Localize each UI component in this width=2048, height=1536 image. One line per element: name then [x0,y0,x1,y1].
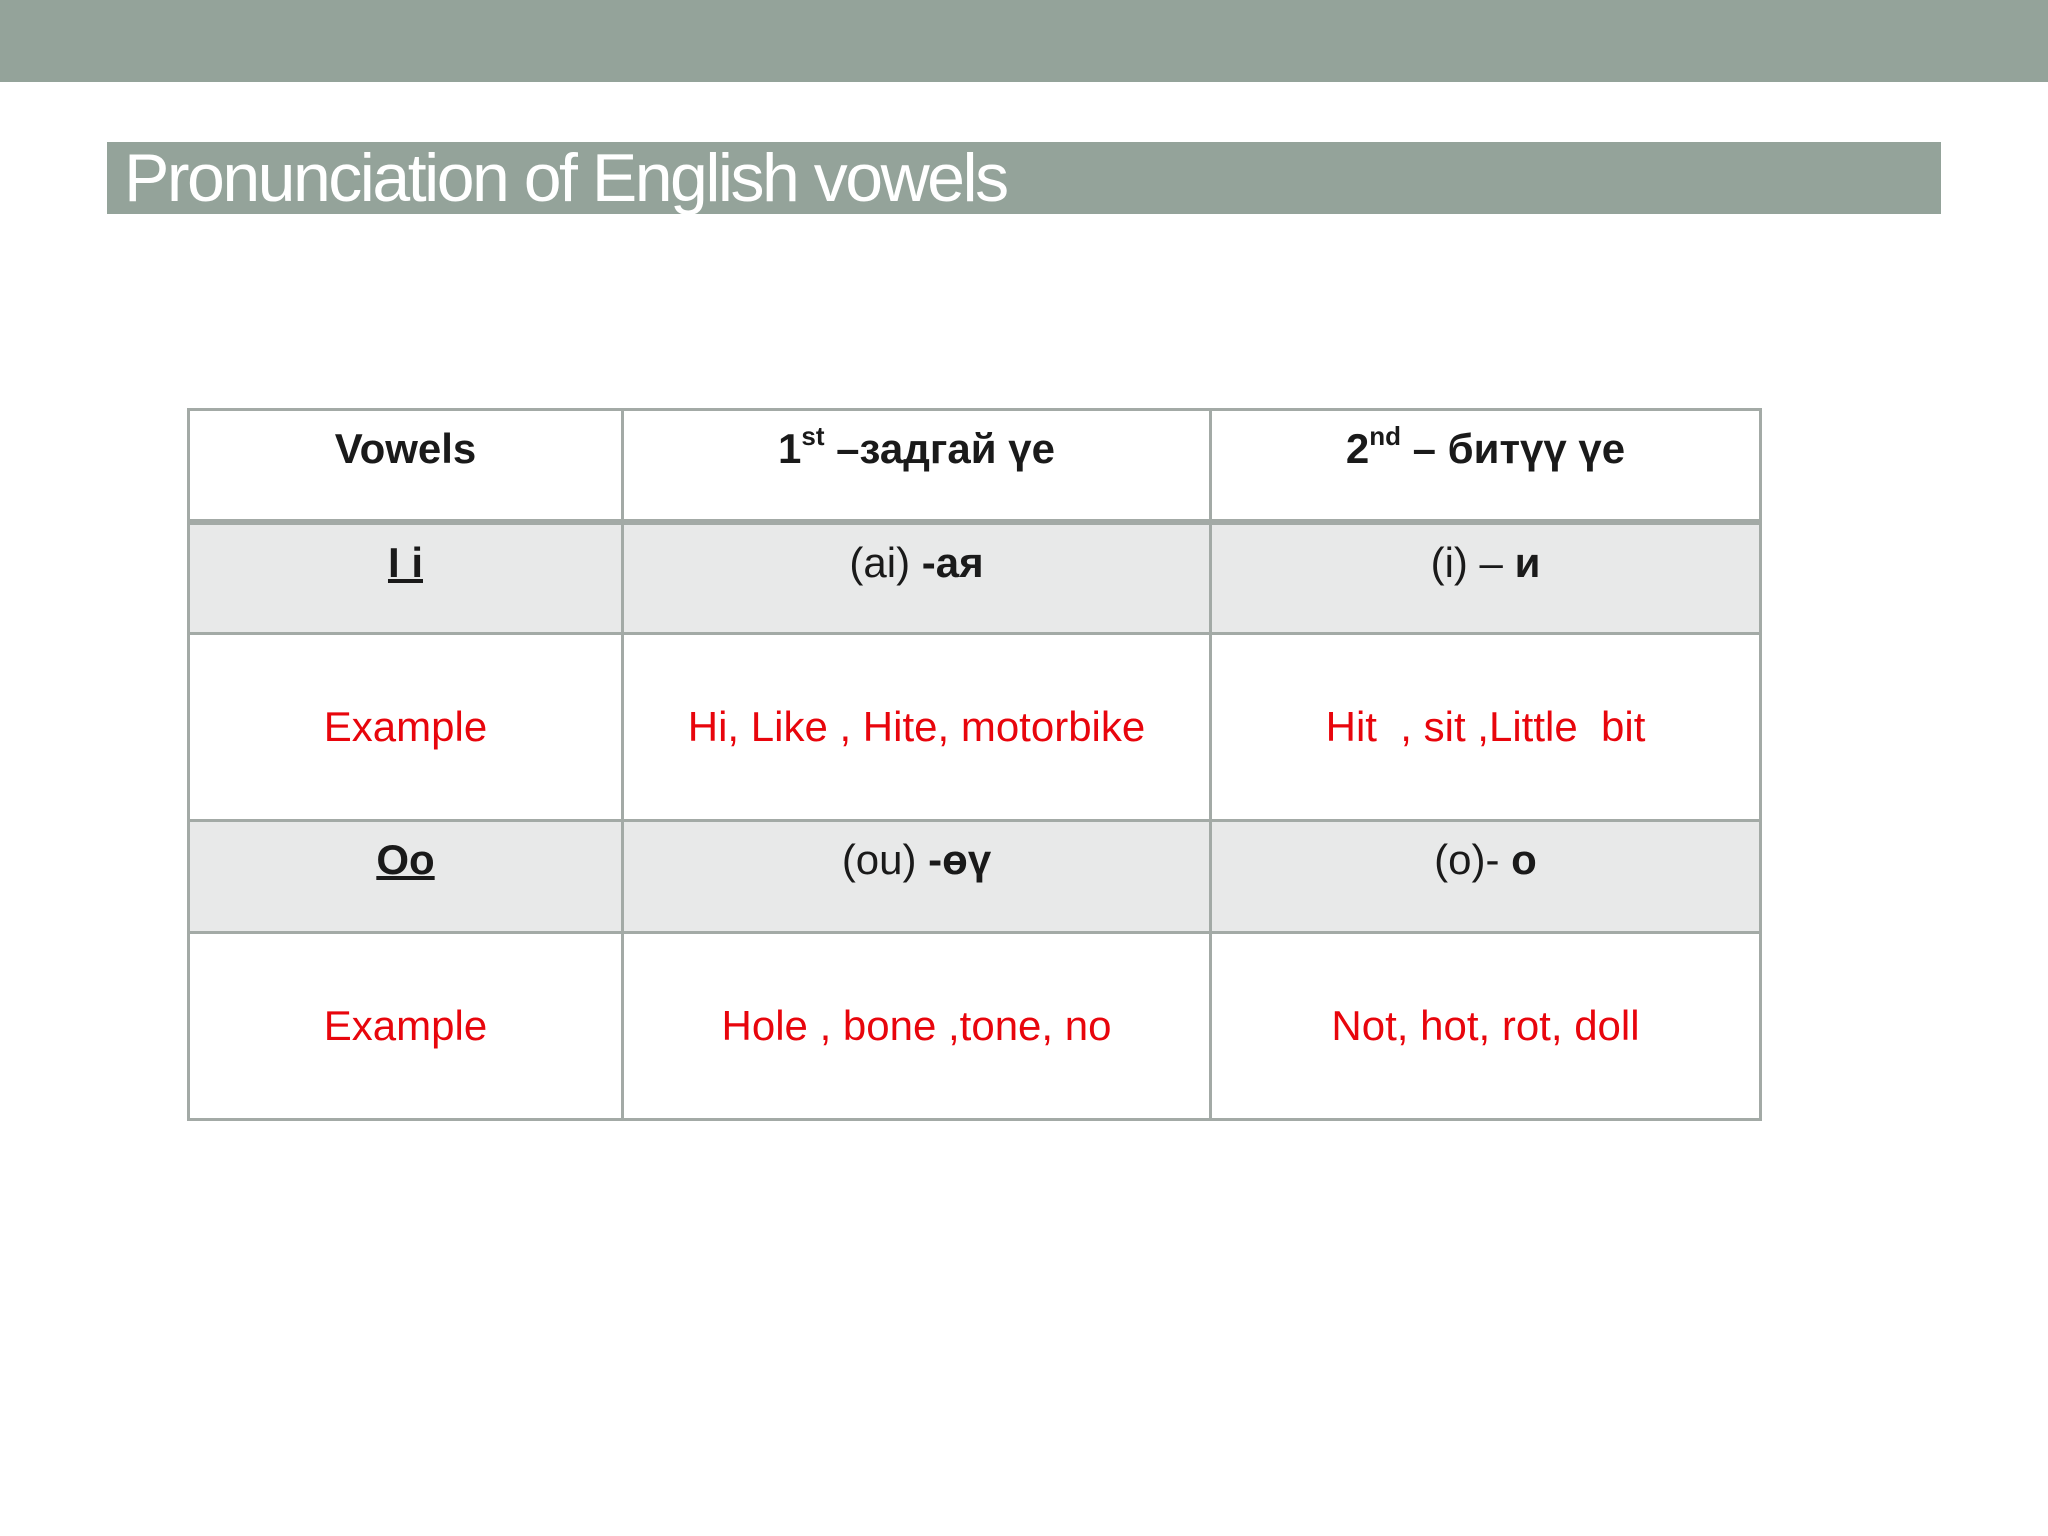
first-examples: Hole , bone ,tone, no [721,1002,1112,1049]
vowel-cell [189,522,623,634]
second-translit: o [1511,836,1537,883]
header-vowels-label: Vowels [334,425,477,472]
example-label: Example [323,703,488,750]
vowel-cell [189,821,623,933]
table-row-i-examples [189,634,1761,821]
example-label-cell [189,634,623,821]
second-translit: и [1514,538,1541,586]
first-translit: -өү [928,836,992,883]
header-second-sup: nd [1369,421,1401,451]
header-second-syllable [1211,410,1761,522]
top-banner [0,0,2048,82]
header-second-num: 2 [1345,425,1370,472]
header-first-text: –задгай үе [824,425,1055,472]
second-examples-cell [1211,634,1761,821]
second-examples: Not, hot, rot, doll [1331,1002,1640,1049]
first-sound-cell [623,522,1211,634]
first-translit: -ая [921,538,984,586]
table-row-o-examples [189,933,1761,1120]
example-label: Example [323,1002,488,1049]
second-sound-cell [1211,522,1761,634]
vowels-table [187,408,1762,1121]
first-examples-cell [623,933,1211,1120]
second-examples-cell [1211,933,1761,1120]
second-sound-cell [1211,821,1761,933]
table-header-row [189,410,1761,522]
first-sound-cell [623,821,1211,933]
header-first-syllable [623,410,1211,522]
vowel-letter: I i [387,538,423,586]
first-sound: (ou) [841,836,929,883]
header-first-sup: st [801,421,825,451]
example-label-cell [189,933,623,1120]
first-examples: Hi, Like , Hite, motorbike [687,703,1146,750]
header-vowels [189,410,623,522]
first-examples-cell [623,634,1211,821]
header-second-text: – битүү үе [1400,425,1626,472]
header-first-num: 1 [778,425,802,472]
first-sound: (ai) [849,538,922,586]
vowel-letter: Oo [376,836,435,883]
table-row-o [189,821,1761,933]
table-row-i [189,522,1761,634]
second-examples: Hit , sit ,Little bit [1325,703,1646,750]
second-sound: (o)- [1434,836,1512,883]
second-sound: (i) – [1430,538,1515,586]
title-bar [107,142,1941,214]
slide-title: Pronunciation of English vowels [124,142,1007,214]
